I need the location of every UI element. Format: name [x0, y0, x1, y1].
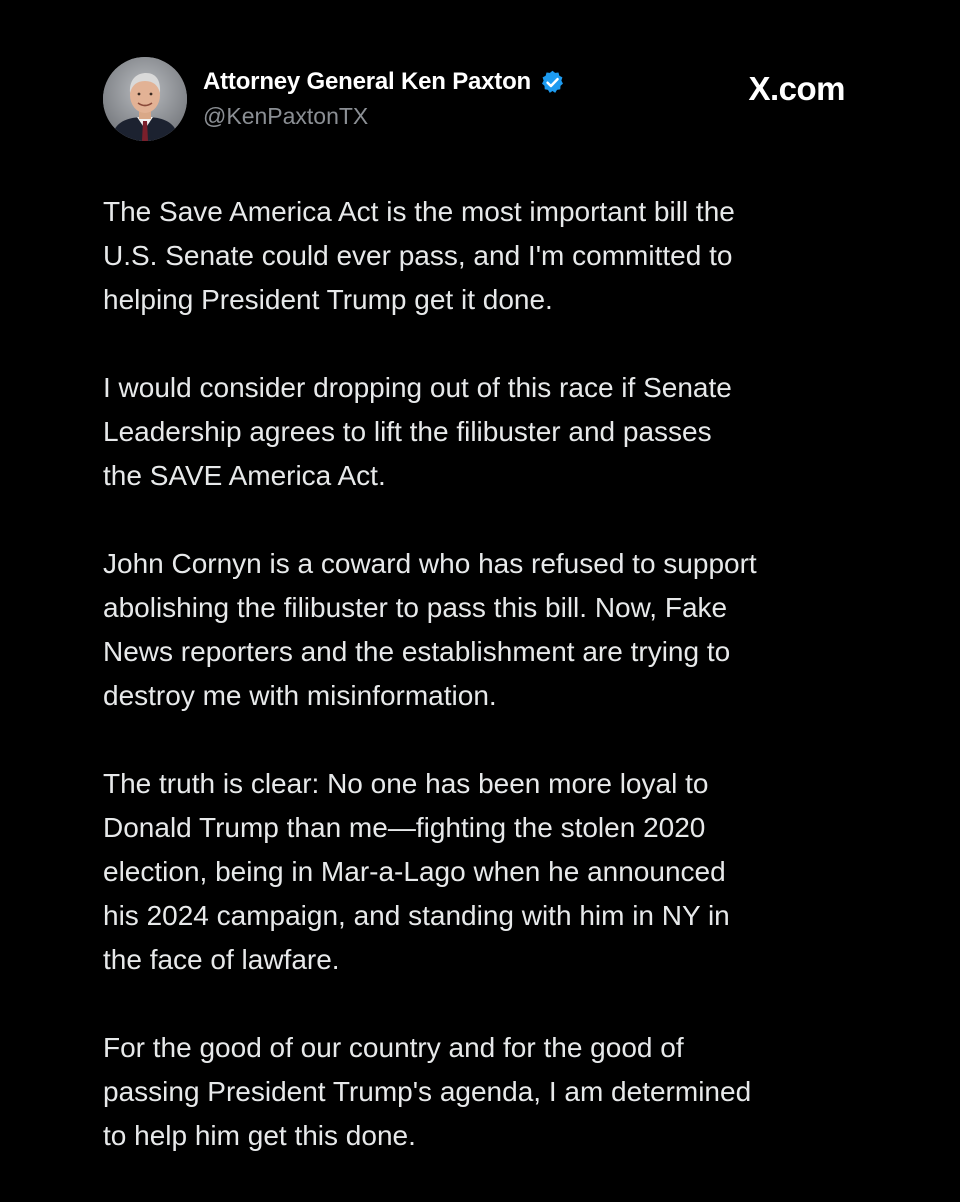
- name-row: [203, 67, 566, 97]
- avatar[interactable]: [103, 57, 187, 141]
- post-paragraph: John Cornyn is a coward who has refused to support abolishing the filibuster to pass this bill. Now, Fake News reporters and the establishment are trying to destroy me with misinformation.: [103, 548, 757, 711]
- post-paragraph: The Save America Act is the most important bill the U.S. Senate could ever pass, and I'm committed to helping President Trump get it done.: [103, 196, 735, 315]
- post-header: [103, 57, 863, 141]
- brand-label: X.com: [748, 70, 845, 107]
- author-handle[interactable]: @KenPaxtonTX: [203, 103, 369, 129]
- post-body: [103, 190, 873, 1202]
- verified-badge-icon: [539, 69, 566, 96]
- author-display-name[interactable]: Attorney General Ken Paxton: [203, 68, 532, 95]
- profile-photo-icon: [103, 57, 187, 141]
- author-info: [203, 67, 566, 130]
- post-paragraph: For the good of our country and for the good of passing President Trump's agenda, I am determined to help him get this done.: [103, 1032, 752, 1151]
- post-paragraph: The truth is clear: No one has been more loyal to Donald Trump than me—fighting the stolen 2020 election, being in Mar-a-Lago when he announced his 2024 campaign, and standing with him in NY in the face of lawfare.: [103, 768, 730, 975]
- post-paragraph: I would consider dropping out of this race if Senate Leadership agrees to lift the filibuster and passes the SAVE America Act.: [103, 372, 732, 491]
